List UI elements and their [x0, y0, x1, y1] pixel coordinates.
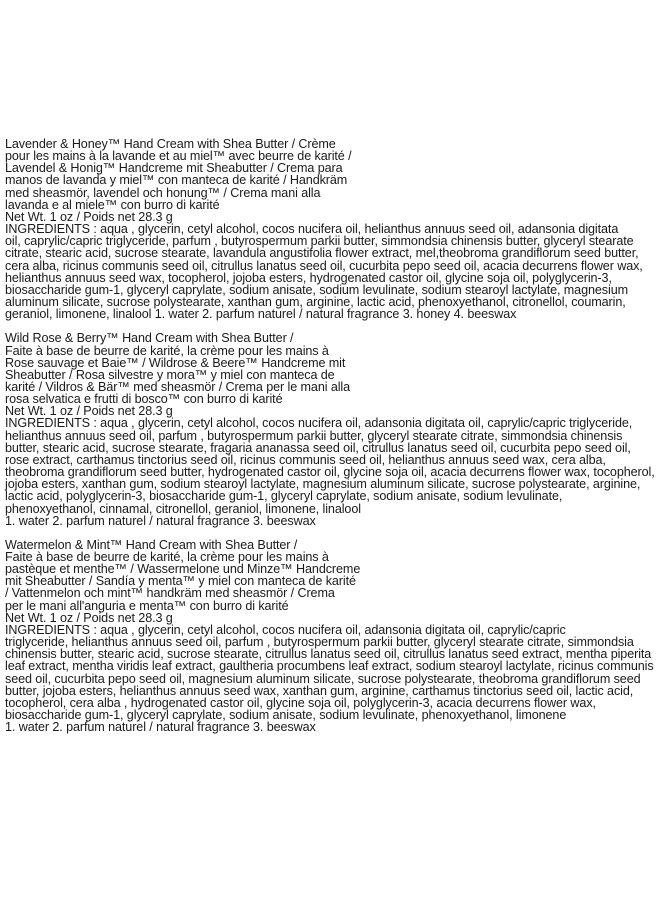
text-line: biosaccharide gum-1, glyceryl caprylate, sodium anisate, sodium levulinate, sodium stearoyl lactylate, magnesium: [5, 282, 628, 297]
product-block-wild-rose-berry: [5, 332, 658, 527]
text-line: manos de lavanda y miel™ con manteca de karité / Handkräm: [5, 173, 348, 188]
text-line: helianthus annuus seed oil, parfum , butyrospermum parkii butter, glyceryl stearate citrate, simmondsia chinensis: [5, 428, 623, 443]
product-block-watermelon-mint: [5, 539, 658, 734]
text-line: seed oil, cucurbita pepo seed oil, magnesium aluminum silicate, sucrose polystearate, theobroma grandiflorum seed: [5, 671, 641, 686]
text-line: per le mani all'anguria e menta™ con burro di karité: [5, 598, 289, 613]
text-line: oil, caprylic/capric triglyceride, parfum , butyrospermum parkii butter, simmondsia chinensis butter, glyceryl stearate: [5, 234, 634, 249]
text-line: butter, stearic acid, sucrose stearate, fragaria ananassa seed oil, citrullus lanatus seed oil, cucurbita pepo seed oil,: [5, 440, 631, 455]
text-line: pour les mains à la lavande et au miel™ avec beurre de karité /: [5, 149, 352, 164]
text-line: citrate, stearic acid, sucrose stearate, lavandula angustifolia flower extract, mel,theobroma grandiflorum seed butter,: [5, 246, 639, 261]
text-line: Wild Rose & Berry™ Hand Cream with Shea Butter /: [5, 331, 294, 346]
product-block-lavender-honey: [5, 138, 658, 320]
text-line: Sheabutter / Rosa silvestre y mora™ y miel con manteca de: [5, 367, 335, 382]
text-line: leaf extract, mentha viridis leaf extract, gaultheria procumbens leaf extract, sodium stearoyl lactylate, ricinus communis: [5, 659, 654, 674]
text-line: Watermelon & Mint™ Hand Cream with Shea Butter /: [5, 537, 298, 552]
text-line: jojoba esters, xanthan gum, sodium stearoyl lactylate, magnesium aluminum silicate, sucrose polystearate, arginine,: [5, 477, 641, 492]
text-line: / Vattenmelon och mint™ handkräm med sheasmör / Crema: [5, 586, 335, 601]
text-line: rosa selvatica e frutti di bosco™ con burro di karité: [5, 392, 283, 407]
text-line: Net Wt. 1 oz / Poids net 28.3 g: [5, 404, 173, 419]
text-line: triglyceride, helianthus annuus seed oil, parfum , butyrospermum parkii butter, glyceryl stearate citrate, simmondsia: [5, 635, 634, 650]
text-line: lavanda e al miele™ con burro di karité: [5, 197, 220, 212]
text-line: Lavender & Honey™ Hand Cream with Shea Butter / Crème: [5, 137, 336, 151]
text-line: lactic acid, polyglycerin-3, biosaccharide gum-1, glyceryl caprylate, sodium anisate, sodium levulinate,: [5, 489, 563, 504]
text-line: phenoxyethanol, cinnamal, citronellol, geraniol, limonene, linalool: [5, 501, 361, 516]
text-line: cera alba, ricinus communis seed oil, citrullus lanatus seed oil, cucurbita pepo seed oil, acacia decurrens flower wax,: [5, 258, 643, 273]
text-line: geraniol, limonene, linalool 1. water 2. parfum naturel / natural fragrance 3. honey 4. beeswax: [5, 307, 517, 322]
text-line: Net Wt. 1 oz / Poids net 28.3 g: [5, 209, 173, 224]
text-line: Lavendel & Honig™ Handcreme mit Sheabutter / Crema para: [5, 161, 343, 176]
text-line: mit Sheabutter / Sandía y menta™ y miel con manteca de karité: [5, 574, 356, 589]
text-line: biosaccharide gum-1, glyceryl caprylate, sodium anisate, sodium levulinate, phenoxyethanol, limonene: [5, 708, 567, 723]
text-line: Net Wt. 1 oz / Poids net 28.3 g: [5, 610, 173, 625]
text-line: helianthus annuus seed wax, tocopherol, jojoba esters, hydrogenated castor oil, glycine soja oil, polyglycerin-3,: [5, 270, 612, 285]
text-line: Faite à base de beurre de karité, la crème pour les mains à: [5, 343, 329, 358]
text-line: Faite à base de beurre de karité, la crème pour les mains à: [5, 550, 329, 564]
text-line: med sheasmör, lavendel och honung™ / Crema mani alla: [5, 185, 321, 200]
text-line: butter, jojoba esters, helianthus annuus seed wax, xanthan gum, arginine, carthamus tinctorius seed oil, lactic acid,: [5, 683, 634, 698]
text-line: karité / Vildros & Bär™ med sheasmör / Crema per le mani alla: [5, 379, 351, 394]
text-line: Rose sauvage et Baie™ / Wildrose & Beere™ Handcreme mit: [5, 355, 346, 370]
text-line: 1. water 2. parfum naturel / natural fragrance 3. beeswax: [5, 513, 316, 528]
text-line: INGREDIENTS : aqua , glycerin, cetyl alcohol, cocos nucifera oil, adansonia digitata oil, caprylic/capric: [5, 622, 566, 637]
text-line: theobroma grandiflorum seed butter, hydrogenated castor oil, glycine soja oil, acacia decurrens flower wax, tocopherol,: [5, 465, 655, 480]
text-line: chinensis butter, stearic acid, sucrose stearate, citrullus lanatus seed oil, citrullus lanatus seed extract, mentha piperita: [5, 647, 652, 662]
text-line: INGREDIENTS : aqua , glycerin, cetyl alcohol, cocos nucifera oil, helianthus annuus seed oil, adansonia digitata: [5, 222, 619, 237]
text-line: 1. water 2. parfum naturel / natural fragrance 3. beeswax: [5, 720, 316, 735]
text-line: rose extract, carthamus tinctorius seed oil, ricinus communis seed oil, helianthus annuus seed wax, cera alba,: [5, 452, 606, 467]
text-line: pastèque et menthe™ / Wassermelone und Minze™ Handcreme: [5, 562, 361, 577]
text-line: aluminum silicate, sucrose polystearate, xanthan gum, arginine, lactic acid, phenoxyethanol, citronellol, coumarin,: [5, 295, 626, 310]
text-line: INGREDIENTS : aqua , glycerin, cetyl alcohol, cocos nucifera oil, adansonia digitata oil, caprylic/capric triglyceride,: [5, 416, 633, 431]
text-line: tocopherol, cera alba , hydrogenated castor oil, glycine soja oil, polyglycerin-3, acacia decurrens flower wax,: [5, 695, 596, 710]
ingredient-label-document: [5, 138, 658, 733]
